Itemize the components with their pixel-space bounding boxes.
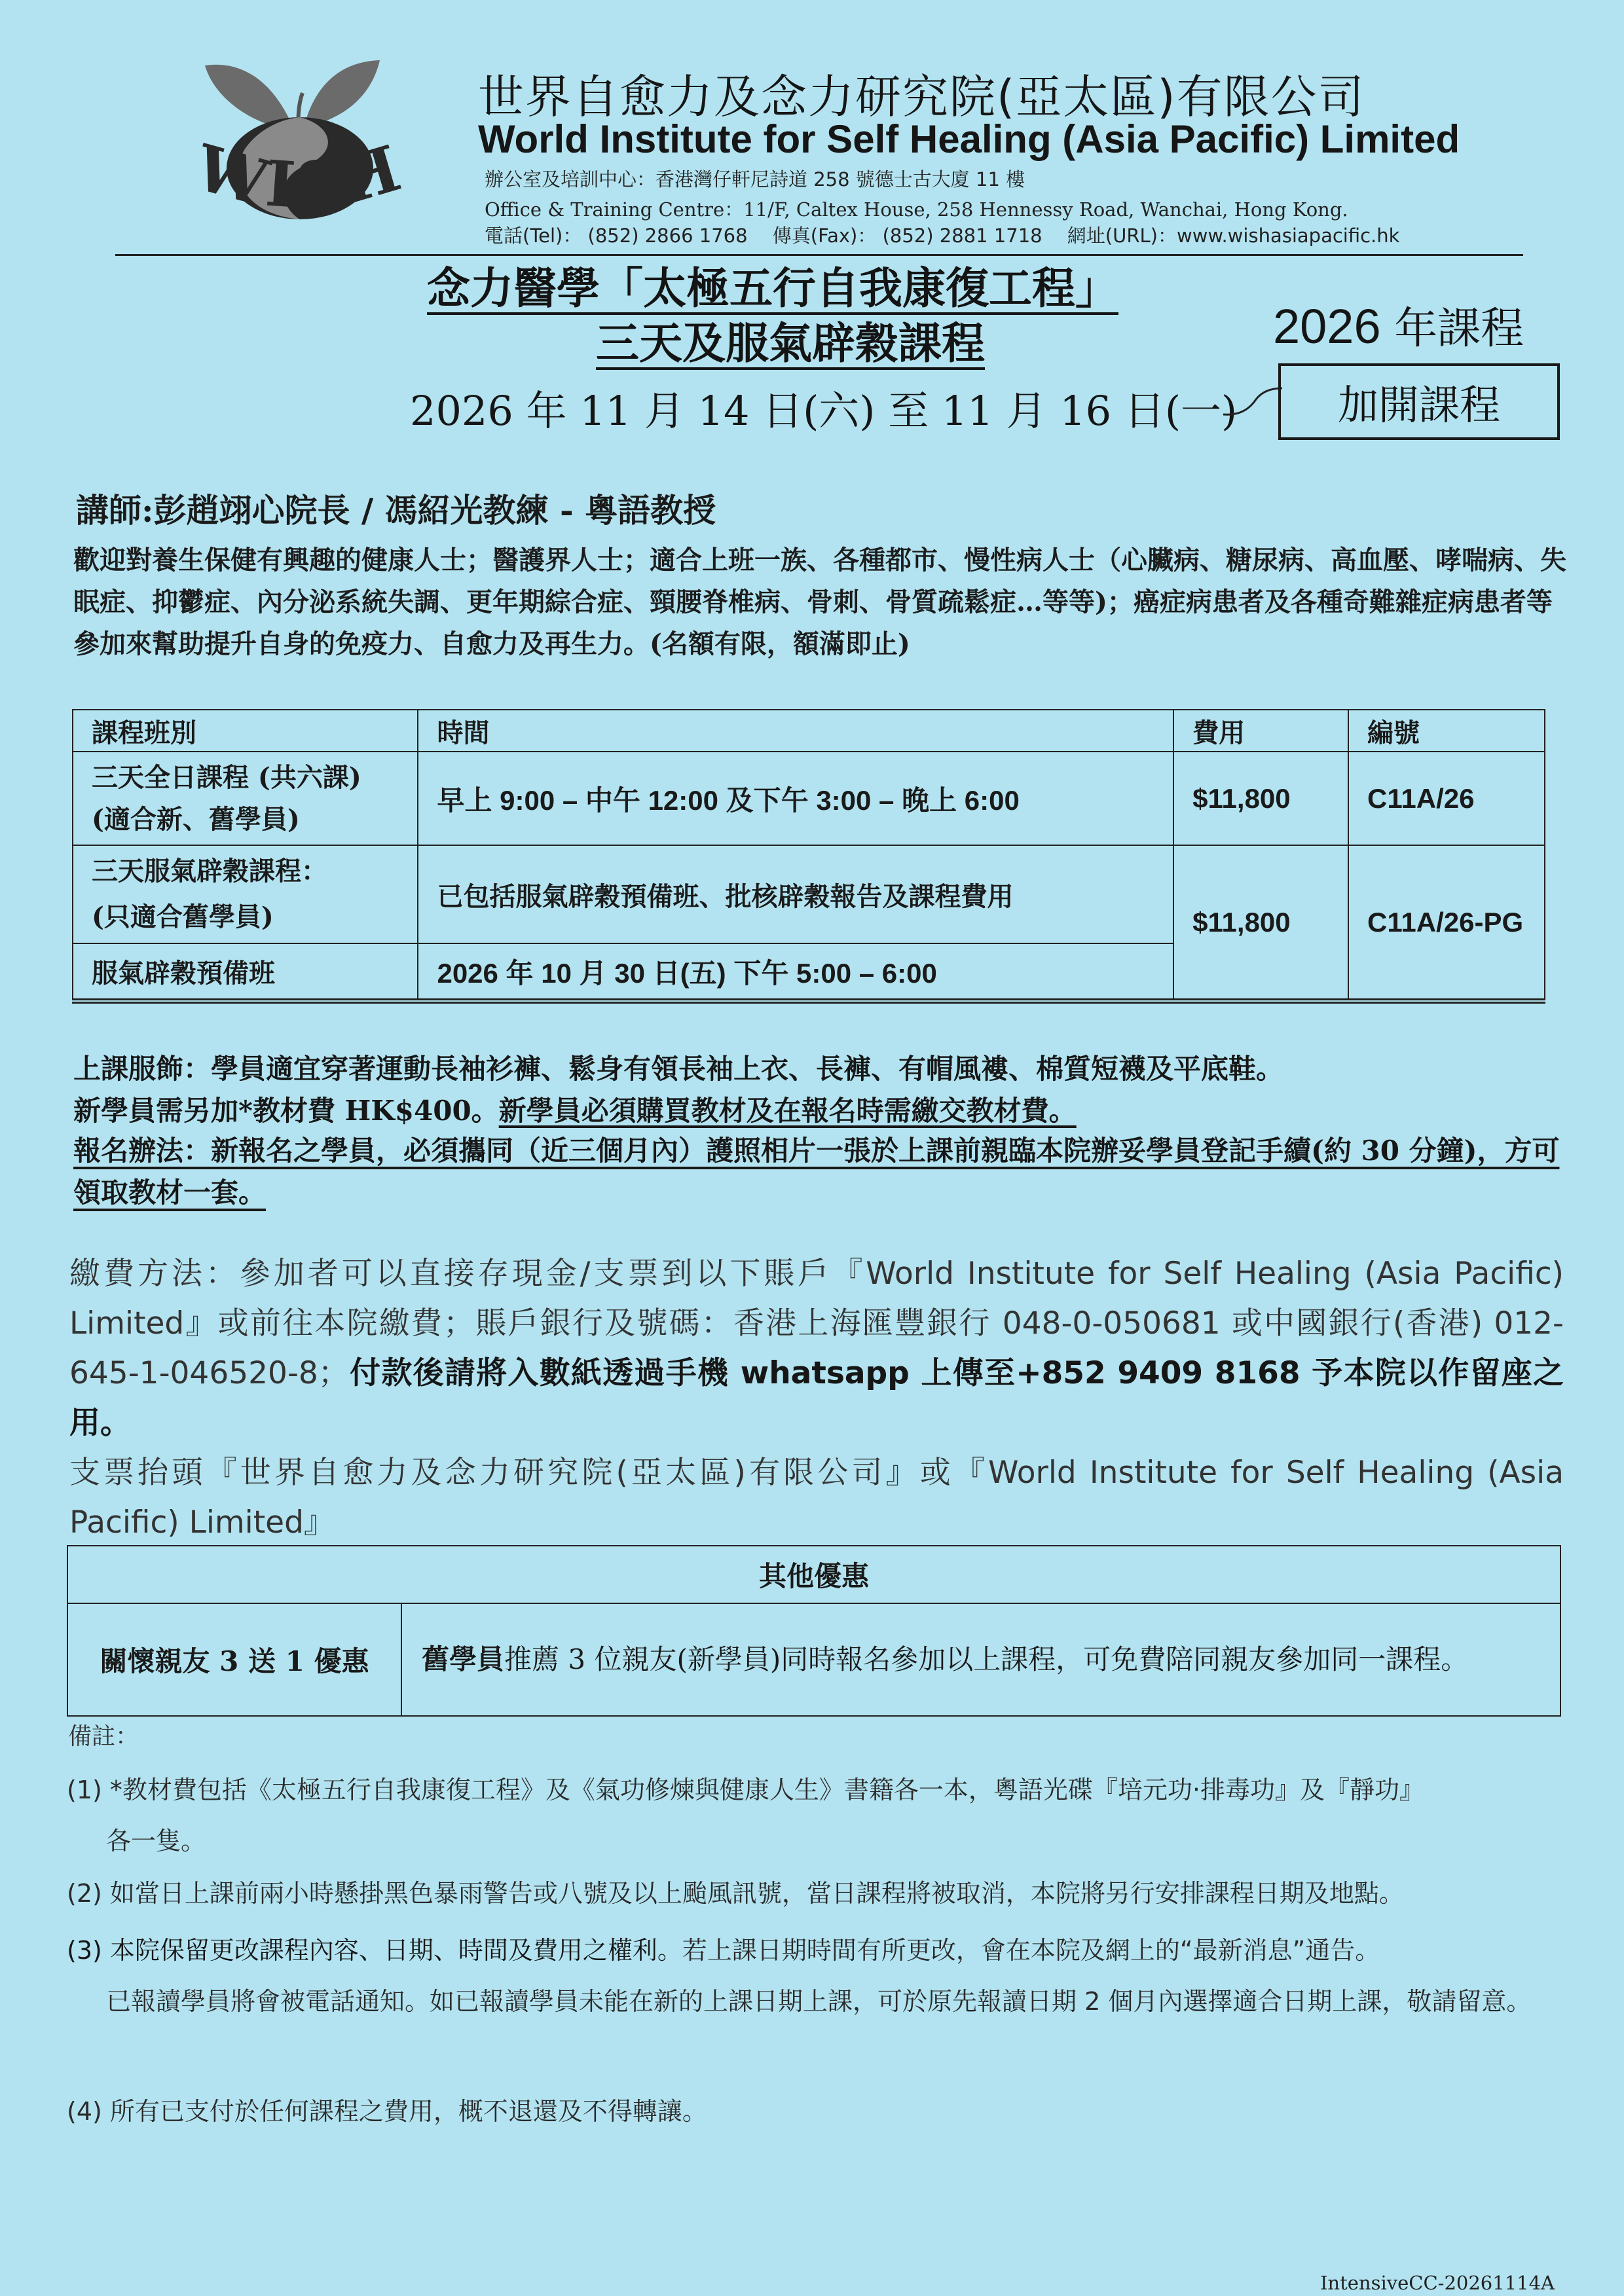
wish-logo [143,54,457,244]
table-row [73,845,1545,943]
offer-table [67,1545,1561,1717]
col-header-class: 課程班別 [73,710,418,752]
dress-code-notice: 上課服飾：學員適宜穿著運動長袖衫褲、鬆身有領長袖上衣、長褲、有帽風褸、棉質短襪及平底鞋。 [73,1053,1284,1085]
materials-fee: 新學員需另加*教材費 HK$400。 [73,1095,499,1127]
table-row [73,752,1545,845]
col-header-fee: 費用 [1173,710,1348,752]
course-title: 念力醫學「太極五行自我康復工程」 [427,263,1118,314]
offer-title-row [67,1546,1560,1603]
remark-text: 各一隻。 [106,1827,206,1855]
office-address-en: Office & Training Centre：11/F, Caltex House, 258 Hennessy Road, Wanchai, Hong Kong. [485,198,1348,221]
offer-title: 其他優惠 [67,1546,1560,1603]
class-cell [73,845,418,943]
logo-leaf-right [304,60,380,127]
year-number: 2026 [1273,299,1381,354]
remark-item: (2) 如當日上課前兩小時懸掛黑色暴雨警告或八號及以上颱風訊號，當日課程將被取消，本院將另行安排課程日期及地點。 [67,1879,1404,1908]
col-header-time: 時間 [418,710,1173,752]
class-eligibility: (只適合舊學員) [92,902,274,932]
code-cell: C11A/26-PG [1348,845,1545,1001]
extra-class-badge: 加開課程 [1278,363,1560,440]
header-divider [115,254,1523,256]
remark-item: (4) 所有已支付於任何課程之費用，概不退還及不得轉讓。 [67,2097,707,2126]
class-cell: 服氣辟穀預備班 [73,943,418,1001]
remark-item [67,1925,1566,2027]
code-cell: C11A/26 [1348,752,1545,845]
col-header-code: 編號 [1348,710,1545,752]
time-cell: 已包括服氣辟穀預備班、批核辟穀報告及課程費用 [418,845,1173,943]
offer-name: 關懷親友 3 送 1 優惠 [67,1603,401,1716]
table-header-row [73,710,1545,752]
course-subtitle: 三天及服氣辟穀課程 [596,318,985,369]
class-name: 三天全日課程 (共六課) [92,761,361,793]
enrolment-notice: 報名辦法：新報名之學員，必須攜同（近三個月內）護照相片一張於上課前親臨本院辦妥學員登記手續(約 30 分鐘)，方可領取教材一套。 [73,1135,1560,1209]
offer-description [401,1603,1560,1716]
payment-account: 繳費方法：參加者可以直接存現金/支票到以下賬戶『World Institute for Self Healing (Asia Pacific) Limited』或前往本院繳費；賬戶銀行及號碼：香港上海匯豐銀行 048-0-050681 或中國銀行(香港) 012-645-1-046520-8； [69,1256,1564,1391]
remarks-label: 備註： [68,1723,139,1750]
offer-detail: 推薦 3 位親友(新學員)同時報名參加以上課程，可免費陪同親友參加同一課程。 [504,1643,1469,1675]
remark-text: 若上課日期時間有所更改，會在本院及網上的“最新消息”通告。 [682,1936,1380,1965]
materials-notice [73,1089,1077,1129]
remark-item [67,1764,1566,1867]
org-name-en: World Institute for Self Healing (Asia Pacific) Limited [478,117,1460,161]
table-row [67,1603,1560,1716]
class-name: 三天服氣辟穀課程： [92,856,327,886]
offer-target: 舊學員 [422,1643,505,1675]
class-eligibility: (適合新、舊學員) [92,803,300,835]
payment-method [69,1249,1564,1548]
year-label [1273,293,1524,355]
class-cell [73,752,418,845]
time-cell: 早上 9:00 – 中午 12:00 及下午 3:00 – 晚上 6:00 [418,752,1173,845]
materials-requirement: 新學員必須購買教材及在報名時需繳交教材費。 [498,1095,1077,1127]
logo-text: WISH [187,130,413,223]
remark-text: (1) *教材費包括《太極五行自我康復工程》及《氣功修煉與健康人生》書籍各一本，粵語光碟『培元功‧排毒功』及『靜功』 [67,1776,1424,1804]
instructors: 講師:彭趙翊心院長 / 馮紹光教練 - 粵語教授 [76,491,716,530]
course-table [72,709,1545,1004]
remark-text: 已報讀學員將會被電話通知。如已報讀學員未能在新的上課日期上課，可於原先報讀日期 2 個月內選擇適合日期上課，敬請留意。 [106,1987,1532,2016]
fee-cell: $11,800 [1173,752,1348,845]
cheque-payee: 支票抬頭『世界自愈力及念力研究院(亞太區)有限公司』或『World Institute for Self Healing (Asia Pacific) Limited』 [69,1455,1564,1540]
fee-cell: $11,800 [1173,845,1348,1001]
time-cell: 2026 年 10 月 30 日(五) 下午 5:00 – 6:00 [418,943,1173,1001]
contact-line: 電話(Tel)： (852) 2866 1768 傳真(Fax)： (852) 2881 1718 網址(URL)：www.wishasiapacific.hk [485,225,1400,247]
intro-paragraph: 歡迎對養生保健有興趣的健康人士；醫護界人士；適合上班一族、各種都市、慢性病人士（心臟病、糖尿病、高血壓、哮喘病、失眠症、抑鬱症、內分泌系統失調、更年期綜合症、頸腰脊椎病、骨刺、骨質疏鬆症…等等)；癌症病患者及各種奇難雜症病患者等參加來幫助提升自身的免疫力、自愈力及再生力。(名額有限，額滿即止) [73,545,1566,659]
year-suffix: 年課程 [1394,303,1524,354]
course-dates: 2026 年 11 月 14 日(六) 至 11 月 16 日(一) [410,387,1238,435]
connector-line [1223,383,1282,422]
remark-text: (3) 本院保留更改課程內容、日期、時間及費用之權利。 [67,1936,682,1965]
payment-upload: 付款後請將入數紙透過手機 whatsapp 上傳至+852 9409 8168 予本院以作留座之用。 [69,1355,1564,1441]
document-code: IntensiveCC-20261114A [1320,2272,1555,2294]
org-name-zh: 世界自愈力及念力研究院(亞太區)有限公司 [478,70,1365,124]
office-address-zh: 辦公室及培訓中心：香港灣仔軒尼詩道 258 號德士古大廈 11 樓 [485,168,1025,191]
